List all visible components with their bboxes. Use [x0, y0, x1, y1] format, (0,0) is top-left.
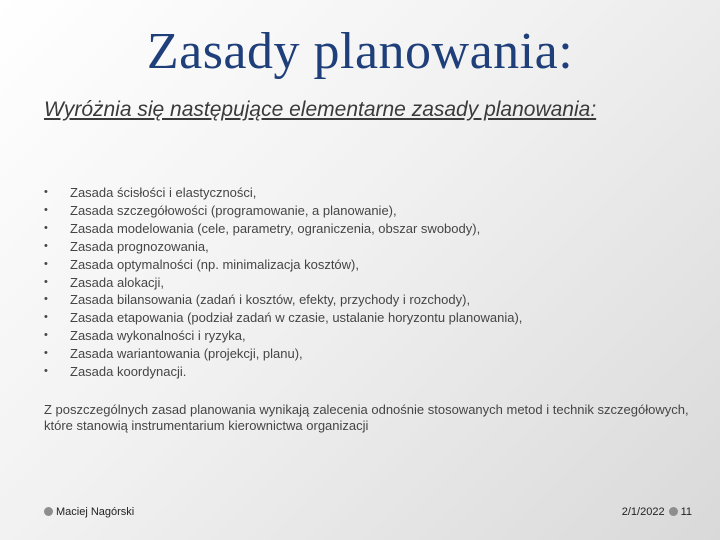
bullet-text: Zasada optymalności (np. minimalizacja kosztów),	[70, 256, 359, 272]
bullet-icon: •	[44, 329, 48, 342]
slide-title: Zasady planowania:	[146, 23, 574, 80]
bullet-text: Zasada szczegółowości (programowanie, a planowanie),	[70, 202, 397, 218]
author-name: Maciej Nagórski	[56, 506, 135, 518]
footer-author	[44, 506, 134, 518]
bullet-item	[44, 238, 694, 256]
bullet-icon: •	[44, 347, 48, 360]
bullet-item	[44, 220, 694, 238]
bullet-item	[44, 345, 694, 363]
bullet-text: Zasada prognozowania,	[70, 238, 209, 254]
footer-dot-icon	[44, 507, 53, 516]
bullet-icon: •	[44, 221, 48, 234]
bullet-item	[44, 291, 694, 309]
bullet-text: Zasada etapowania (podział zadań w czasie, ustalanie horyzontu planowania),	[70, 310, 523, 326]
bullet-text: Zasada koordynacji.	[70, 364, 187, 380]
bullet-list	[44, 184, 694, 381]
bullet-text: Zasada wariantowania (projekcji, planu),	[70, 346, 303, 362]
bullet-icon: •	[44, 203, 48, 216]
bullet-text: Zasada ścisłości i elastyczności,	[70, 185, 257, 200]
body-paragraph: Z poszczególnych zasad planowania wynikają zalecenia odnośnie stosowanych metod i technik szczegółowych, które stanowią instrumentarium kierownictwa organizacji	[44, 402, 689, 433]
bullet-icon: •	[44, 275, 48, 288]
bullet-text: Zasada wykonalności i ryzyka,	[70, 328, 246, 344]
bullet-item	[44, 327, 694, 345]
bullet-item	[44, 363, 694, 381]
footer-date-page	[622, 506, 692, 518]
bullet-icon: •	[44, 293, 48, 306]
footer-dot-icon	[669, 507, 678, 516]
bullet-icon: •	[44, 257, 48, 270]
bullet-icon: •	[44, 239, 48, 252]
bullet-icon: •	[44, 186, 48, 198]
bullet-text: Zasada modelowania (cele, parametry, ograniczenia, obszar swobody),	[70, 220, 481, 236]
bullet-text: Zasada bilansowania (zadań i kosztów, efekty, przychody i rozchody),	[70, 292, 471, 308]
slide-subtitle: Wyróżnia się następujące elementarne zasady planowania:	[44, 98, 597, 121]
bullet-icon: •	[44, 365, 48, 378]
footer-date: 2/1/2022	[621, 506, 665, 518]
bullet-item	[44, 274, 694, 292]
bullet-text: Zasada alokacji,	[70, 274, 164, 290]
page-number: 11	[680, 506, 692, 518]
bullet-item	[44, 256, 694, 274]
bullet-icon: •	[44, 311, 48, 324]
bullet-item	[44, 202, 694, 220]
bullet-item	[44, 309, 694, 327]
bullet-item	[44, 184, 694, 202]
